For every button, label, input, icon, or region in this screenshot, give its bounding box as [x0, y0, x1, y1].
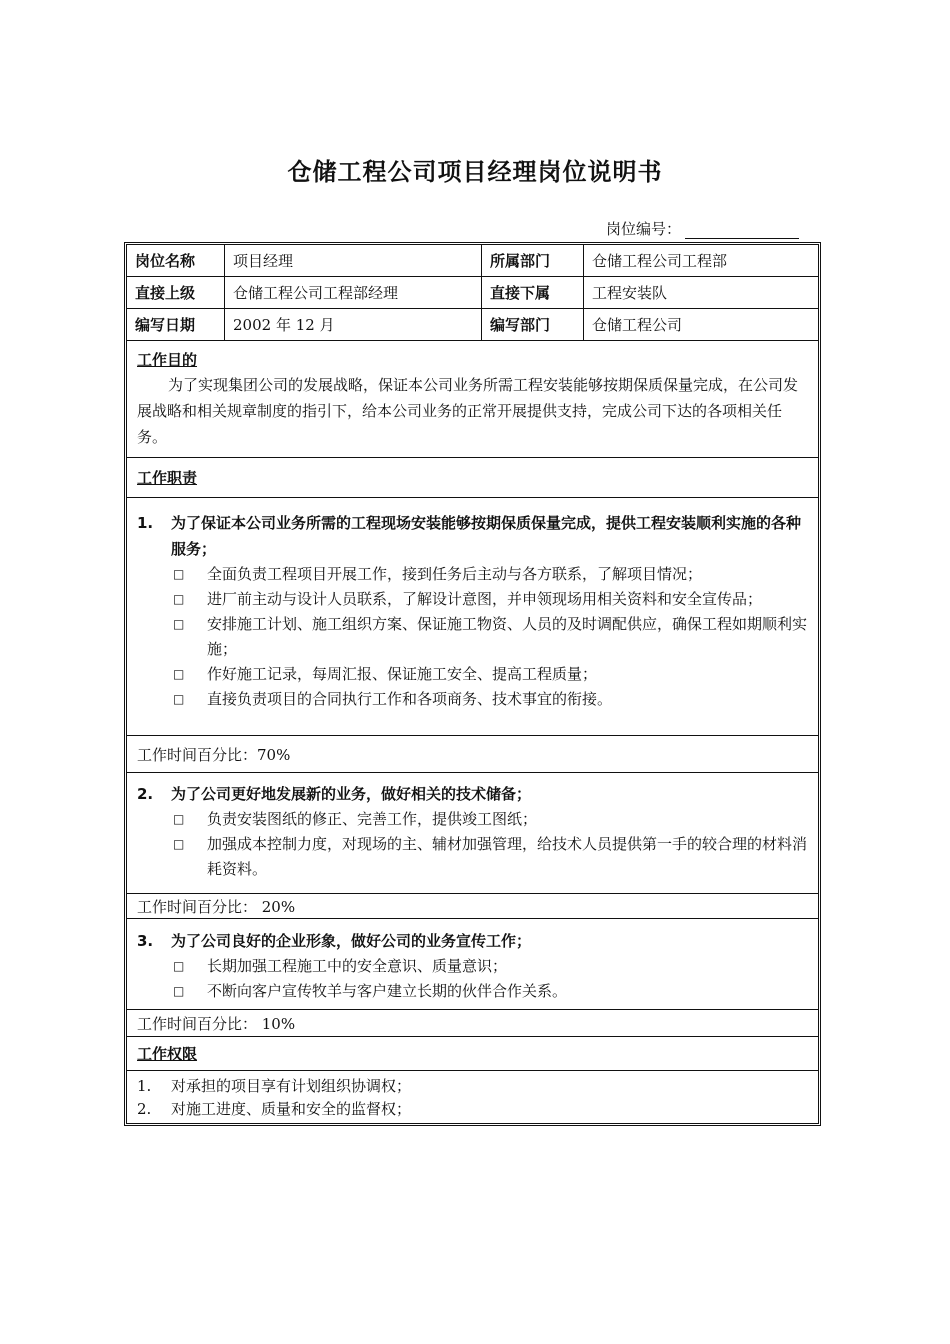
- info-row: [127, 309, 818, 341]
- bullet-text: 负责安装图纸的修正、完善工作，提供竣工图纸；: [207, 810, 538, 828]
- section-heading: 工作权限: [137, 1045, 198, 1063]
- authority-number: 1.: [137, 1077, 152, 1095]
- duty-item: [127, 773, 818, 894]
- square-bullet-icon: □: [173, 959, 185, 973]
- duty-bullets: [137, 807, 808, 882]
- bullet-text: 安排施工计划、施工组织方案、保证施工物资、人员的及时调配供应，确保工程如期顺利实施；: [207, 615, 808, 658]
- duty-item: [127, 919, 818, 1010]
- authority-text: 对施工进度、质量和安全的监督权；: [171, 1100, 412, 1118]
- duty-number: 3.: [137, 932, 154, 950]
- info-label: 编写部门: [482, 309, 584, 340]
- duty-title-text: 为了公司良好的企业形象，做好公司的业务宣传工作；: [171, 932, 532, 950]
- list-item: [137, 832, 808, 882]
- time-percentage: 工作时间百分比： 20%: [127, 894, 818, 919]
- info-label: 岗位名称: [127, 245, 225, 276]
- bullet-text: 作好施工记录，每周汇报、保证施工安全、提高工程质量；: [207, 665, 598, 683]
- square-bullet-icon: □: [173, 592, 185, 606]
- document-title: 仓储工程公司项目经理岗位说明书: [287, 158, 663, 186]
- list-item: [137, 1098, 808, 1121]
- info-row: [127, 245, 818, 277]
- duty-number: 2.: [137, 785, 154, 803]
- duty-number: 1.: [137, 514, 154, 532]
- bullet-text: 直接负责项目的合同执行工作和各项商务、技术事宜的衔接。: [207, 690, 613, 708]
- duty-title: [137, 928, 808, 954]
- duty-title: [137, 781, 808, 807]
- bullet-text: 不断向客户宣传牧羊与客户建立长期的伙伴合作关系。: [207, 982, 568, 1000]
- info-label: 直接下属: [482, 277, 584, 308]
- duty-bullets: [137, 562, 808, 712]
- list-item: [137, 807, 808, 832]
- info-label: 直接上级: [127, 277, 225, 308]
- authority-list: [127, 1071, 818, 1123]
- info-value: 工程安装队: [592, 284, 668, 302]
- bullet-text: 进厂前主动与设计人员联系，了解设计意图，并申领现场用相关资料和安全宣传品；: [207, 590, 763, 608]
- authority-heading-row: [127, 1037, 818, 1071]
- bullet-text: 加强成本控制力度，对现场的主、辅材加强管理，给技术人员提供第一手的较合理的材料消耗资料。: [207, 835, 808, 878]
- info-value: 仓储工程公司工程部: [592, 252, 728, 270]
- section-heading: 工作目的: [137, 351, 198, 369]
- duty-title-text: 为了公司更好地发展新的业务，做好相关的技术储备；: [171, 785, 532, 803]
- list-item: [137, 954, 808, 979]
- square-bullet-icon: □: [173, 984, 185, 998]
- info-label: 所属部门: [482, 245, 584, 276]
- square-bullet-icon: □: [173, 692, 185, 706]
- job-description-table: [124, 242, 821, 1126]
- bullet-text: 全面负责工程项目开展工作，接到任务后主动与各方联系，了解项目情况；: [207, 565, 703, 583]
- authority-number: 2.: [137, 1100, 152, 1118]
- list-item: [137, 587, 808, 612]
- purpose-section: [127, 341, 818, 458]
- duty-item: [127, 498, 818, 736]
- authority-text: 对承担的项目享有计划组织协调权；: [171, 1077, 412, 1095]
- list-item: [137, 1075, 808, 1098]
- position-code-label: 岗位编号：: [606, 220, 682, 238]
- purpose-text: 为了实现集团公司的发展战略，保证本公司业务所需工程安装能够按期保质保量完成，在公司发展战略和相关规章制度的指引下，给本公司业务的正常开展提供支持，完成公司下达的各项相关任务。: [137, 376, 799, 446]
- list-item: [137, 612, 808, 662]
- time-percentage: 工作时间百分比： 10%: [127, 1010, 818, 1037]
- duties-heading-row: [127, 458, 818, 498]
- list-item: [137, 562, 808, 587]
- duty-bullets: [137, 954, 808, 1004]
- bullet-text: 长期加强工程施工中的安全意识、质量意识；: [207, 957, 508, 975]
- list-item: [137, 687, 808, 712]
- square-bullet-icon: □: [173, 837, 185, 851]
- time-percentage: 工作时间百分比：70%: [127, 736, 818, 773]
- duty-title-text: 为了保证本公司业务所需的工程现场安装能够按期保质保量完成，提供工程安装顺利实施的各种服务；: [171, 514, 802, 558]
- info-value: 2002 年 12 月: [225, 309, 482, 340]
- square-bullet-icon: □: [173, 812, 185, 826]
- section-heading: 工作职责: [137, 469, 198, 487]
- info-row: [127, 277, 818, 309]
- info-label: 编写日期: [127, 309, 225, 340]
- position-code: [606, 218, 799, 239]
- square-bullet-icon: □: [173, 567, 185, 581]
- square-bullet-icon: □: [173, 667, 185, 681]
- duty-title: [137, 510, 808, 562]
- info-value: 项目经理: [225, 245, 482, 276]
- position-code-blank: [685, 224, 799, 239]
- square-bullet-icon: □: [173, 617, 185, 631]
- info-value: 仓储工程公司: [592, 316, 683, 334]
- info-value: 仓储工程公司工程部经理: [225, 277, 482, 308]
- list-item: [137, 662, 808, 687]
- list-item: [137, 979, 808, 1004]
